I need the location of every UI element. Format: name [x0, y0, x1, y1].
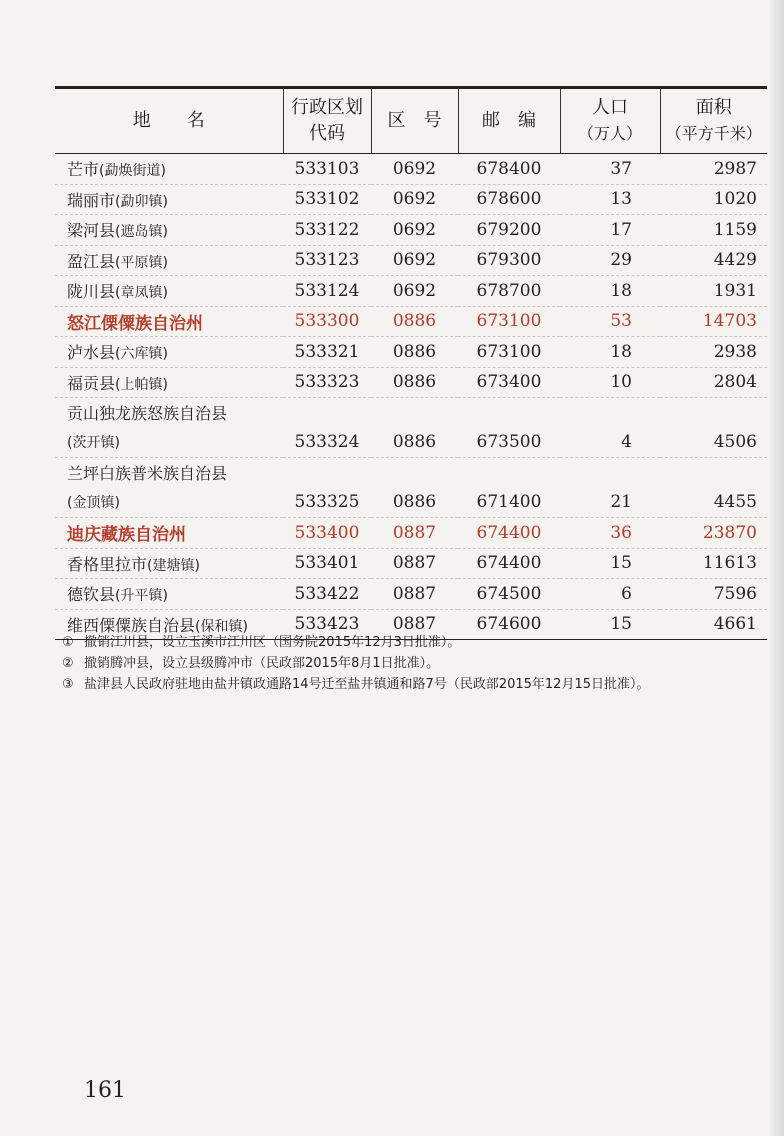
place-name-cell [55, 337, 283, 368]
table-row [55, 306, 767, 337]
population-cell [560, 398, 660, 428]
footnote-marker: ② [62, 656, 74, 671]
area-code-cell [371, 398, 458, 428]
land-area-cell [660, 458, 767, 488]
area-code-cell: 0692 [371, 184, 458, 215]
footnote [62, 674, 778, 695]
land-area-cell: 1159 [660, 215, 767, 246]
division-code-cell: 533401 [283, 548, 371, 579]
header-name: 地 名 [55, 88, 283, 154]
place-name: 芒市 [67, 160, 100, 180]
division-code-cell: 533325 [283, 488, 371, 518]
place-name-cell [55, 276, 283, 307]
postal-code-cell: 674600 [458, 609, 560, 640]
division-code-cell: 533423 [283, 609, 371, 640]
footnote-marker: ① [62, 635, 74, 650]
place-name-cell [55, 579, 283, 610]
table-row [55, 398, 767, 428]
population-cell: 4 [560, 428, 660, 458]
seat-town: (茨开镇) [67, 435, 120, 452]
place-name-cell [55, 184, 283, 215]
header-area-code: 区 号 [371, 88, 458, 154]
place-name: 泸水县 [67, 343, 116, 363]
place-name: 维西傈僳族自治县 [67, 615, 196, 635]
division-code-cell: 533422 [283, 579, 371, 610]
seat-town: (勐卯镇) [115, 193, 168, 210]
table-row [55, 184, 767, 215]
division-code-cell: 533400 [283, 518, 371, 549]
land-area-cell: 23870 [660, 518, 767, 549]
area-code-cell: 0886 [371, 337, 458, 368]
postal-code-cell: 674400 [458, 548, 560, 579]
land-area-cell: 4661 [660, 609, 767, 640]
header-population [560, 88, 660, 154]
seat-town: (六库镇) [115, 346, 168, 363]
table-header-row [55, 88, 767, 154]
population-cell: 18 [560, 337, 660, 368]
place-name: 香格里拉市 [67, 554, 148, 574]
division-code-cell: 533103 [283, 154, 371, 185]
population-cell: 18 [560, 276, 660, 307]
footnote-text: 撤销江川县，设立玉溪市江川区（国务院2015年12月3日批准）。 [84, 635, 461, 650]
area-code-cell: 0887 [371, 579, 458, 610]
seat-town: (遮岛镇) [115, 224, 168, 241]
header-division-code-line2: 代码 [309, 123, 345, 144]
seat-town: (勐焕街道) [99, 163, 166, 180]
division-code-cell: 533123 [283, 245, 371, 276]
place-name: 怒江傈僳族自治州 [67, 313, 203, 334]
land-area-cell: 14703 [660, 306, 767, 337]
seat-town: (平原镇) [115, 254, 168, 271]
header-population-line1: 人口 [592, 97, 628, 118]
table-row [55, 367, 767, 398]
land-area-cell: 1020 [660, 184, 767, 215]
place-name-cell [55, 306, 283, 337]
table-row [55, 579, 767, 610]
header-postal-code: 邮 编 [458, 88, 560, 154]
header-land-area-unit: （平方千米） [665, 124, 762, 143]
population-cell: 6 [560, 579, 660, 610]
place-name: 福贡县 [67, 373, 116, 393]
land-area-cell: 4506 [660, 428, 767, 458]
seat-town: (保和镇) [195, 618, 248, 635]
division-code-cell: 533102 [283, 184, 371, 215]
admin-division-table-wrap [55, 86, 767, 640]
division-code-cell: 533124 [283, 276, 371, 307]
postal-code-cell: 678700 [458, 276, 560, 307]
table-row [55, 428, 767, 458]
land-area-cell: 4455 [660, 488, 767, 518]
place-name-cell [55, 458, 283, 488]
table-body [55, 154, 767, 640]
land-area-cell: 2804 [660, 367, 767, 398]
place-name: 梁河县 [67, 221, 116, 241]
population-cell: 13 [560, 184, 660, 215]
place-name: 迪庆藏族自治州 [67, 525, 186, 546]
table-row [55, 245, 767, 276]
header-land-area [660, 88, 767, 154]
table-row [55, 548, 767, 579]
table-row [55, 488, 767, 518]
admin-division-table [55, 86, 767, 640]
place-name: 贡山独龙族怒族自治县 [67, 404, 228, 424]
postal-code-cell: 673400 [458, 367, 560, 398]
place-name: 盈江县 [67, 251, 116, 271]
page-number: 161 [84, 1078, 126, 1103]
population-cell: 37 [560, 154, 660, 185]
area-code-cell: 0887 [371, 609, 458, 640]
land-area-cell: 4429 [660, 245, 767, 276]
postal-code-cell: 678400 [458, 154, 560, 185]
area-code-cell: 0886 [371, 306, 458, 337]
footnote [62, 632, 778, 653]
area-code-cell: 0887 [371, 548, 458, 579]
place-name-cell [55, 398, 283, 428]
area-code-cell [371, 458, 458, 488]
header-land-area-line1: 面积 [695, 97, 732, 118]
division-code-cell: 533321 [283, 337, 371, 368]
postal-code-cell: 678600 [458, 184, 560, 215]
division-code-cell [283, 398, 371, 428]
place-name-cell [55, 518, 283, 549]
header-division-code-line1: 行政区划 [291, 97, 363, 118]
land-area-cell [660, 398, 767, 428]
land-area-cell: 7596 [660, 579, 767, 610]
land-area-cell: 2938 [660, 337, 767, 368]
postal-code-cell: 673500 [458, 428, 560, 458]
population-cell: 15 [560, 548, 660, 579]
seat-town: (建塘镇) [147, 557, 200, 574]
postal-code-cell: 673100 [458, 306, 560, 337]
place-name-cell [55, 215, 283, 246]
area-code-cell: 0886 [371, 367, 458, 398]
postal-code-cell: 674500 [458, 579, 560, 610]
seat-town: (上帕镇) [115, 376, 168, 393]
area-code-cell: 0692 [371, 154, 458, 185]
place-name: 陇川县 [67, 282, 116, 302]
footnote [62, 653, 778, 674]
header-population-unit: （万人） [577, 124, 642, 143]
division-code-cell: 533324 [283, 428, 371, 458]
seat-town: (升平镇) [115, 588, 168, 605]
table-row [55, 154, 767, 185]
footnote-text: 盐津县人民政府驻地由盐井镇政通路14号迁至盐井镇通和路7号（民政部2015年12月15日批准）。 [84, 677, 650, 692]
postal-code-cell: 679300 [458, 245, 560, 276]
population-cell: 53 [560, 306, 660, 337]
place-name-cell [55, 488, 283, 518]
place-name-cell [55, 548, 283, 579]
land-area-cell: 2987 [660, 154, 767, 185]
table-row [55, 215, 767, 246]
table-row [55, 337, 767, 368]
area-code-cell: 0887 [371, 518, 458, 549]
postal-code-cell: 679200 [458, 215, 560, 246]
area-code-cell: 0886 [371, 428, 458, 458]
postal-code-cell [458, 398, 560, 428]
footnote-marker: ③ [62, 677, 74, 692]
population-cell [560, 458, 660, 488]
division-code-cell: 533122 [283, 215, 371, 246]
area-code-cell: 0886 [371, 488, 458, 518]
area-code-cell: 0692 [371, 245, 458, 276]
place-name: 兰坪白族普米族自治县 [67, 464, 228, 484]
division-code-cell [283, 458, 371, 488]
footnote-text: 撤销腾冲县，设立县级腾冲市（民政部2015年8月1日批准）。 [84, 656, 440, 671]
population-cell: 36 [560, 518, 660, 549]
footnotes [62, 632, 778, 695]
population-cell: 10 [560, 367, 660, 398]
postal-code-cell [458, 458, 560, 488]
page-edge [770, 0, 784, 1136]
postal-code-cell: 674400 [458, 518, 560, 549]
population-cell: 29 [560, 245, 660, 276]
population-cell: 15 [560, 609, 660, 640]
place-name-cell [55, 367, 283, 398]
place-name: 德钦县 [67, 585, 116, 605]
table-row [55, 276, 767, 307]
postal-code-cell: 671400 [458, 488, 560, 518]
population-cell: 21 [560, 488, 660, 518]
division-code-cell: 533323 [283, 367, 371, 398]
division-code-cell: 533300 [283, 306, 371, 337]
place-name: 瑞丽市 [67, 190, 116, 210]
land-area-cell: 11613 [660, 548, 767, 579]
place-name-cell [55, 245, 283, 276]
table-row [55, 518, 767, 549]
place-name-cell [55, 428, 283, 458]
table-row [55, 458, 767, 488]
seat-town: (章凤镇) [115, 285, 168, 302]
postal-code-cell: 673100 [458, 337, 560, 368]
header-division-code [283, 88, 371, 154]
area-code-cell: 0692 [371, 276, 458, 307]
population-cell: 17 [560, 215, 660, 246]
place-name-cell [55, 154, 283, 185]
land-area-cell: 1931 [660, 276, 767, 307]
area-code-cell: 0692 [371, 215, 458, 246]
seat-town: (金顶镇) [67, 495, 120, 512]
